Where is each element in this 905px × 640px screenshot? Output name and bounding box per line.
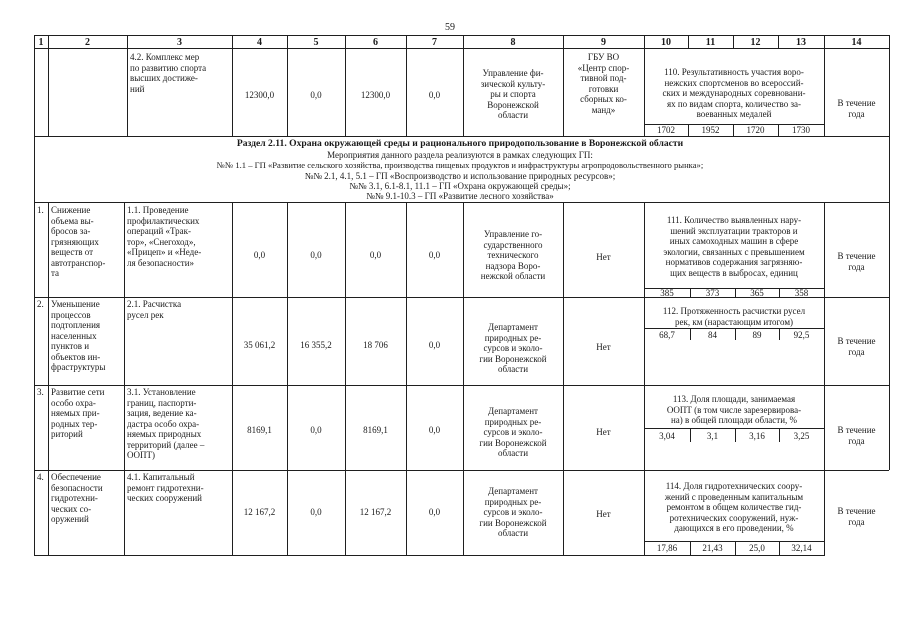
- column-header: 4: [257, 37, 262, 48]
- indicator-value: 1720: [746, 125, 765, 135]
- indicator-value: 3,25: [793, 431, 810, 441]
- measure-cell: 3.1. Установление границ, паспорти- зация, ведение ка- дастра особо охра- няемых природных территорий (далее – ООПТ): [127, 387, 205, 460]
- page-number: 59: [445, 22, 455, 33]
- indicator-cell: 111. Количество выявленных нару- шений эксплуатации тракторов и иных самоходных машин в сфере экологии, связанных с превышением нормативов содержания загрязняю- щих веществ в выбросах, единиц: [663, 215, 805, 278]
- measure-cell: 1.1. Проведение профилактических операций «Трак- тор», «Снегоход», «Прицеп» и «Неде- ля безопасности»: [127, 205, 202, 268]
- column-header: 5: [313, 37, 319, 48]
- participant-cell: Нет: [596, 427, 611, 437]
- executor-cell: Управление го- сударственного технического надзора Воро- нежской области: [480, 229, 546, 281]
- section-line: №№ 3.1, 6.1-8.1, 11.1 – ГП «Охрана окружающей среды»;: [349, 181, 571, 191]
- column-header: 7: [432, 37, 437, 48]
- executor-cell: Департамент природных ре- сурсов и эколо- гии Воронежской области: [479, 486, 547, 538]
- executor-cell: Управление фи- зической культу- ры и спорта Воронежской области: [480, 68, 546, 120]
- funding-other-cell: 0,0: [428, 250, 441, 260]
- indicator-value: 84: [708, 330, 717, 340]
- funding-federal-cell: 16 355,2: [300, 340, 332, 350]
- goal-cell: Уменьшение процессов подтопления населенных пунктов и объектов ин- фраструктуры: [51, 299, 106, 372]
- participant-cell: Нет: [596, 342, 611, 352]
- executor-cell: Департамент природных ре- сурсов и эколо- гии Воронежской области: [479, 406, 547, 458]
- column-header: 9: [601, 37, 606, 48]
- measure-cell: 4.2. Комплекс мер по развитию спорта высших достиже- ний: [130, 52, 207, 94]
- term-cell: В течение года: [837, 425, 876, 446]
- section-line: Мероприятия данного раздела реализуются в рамках следующих ГП:: [327, 150, 593, 160]
- column-header: 8: [510, 37, 516, 48]
- indicator-value: 373: [705, 288, 720, 298]
- indicator-cell: 113. Доля площади, занимаемая ООПТ (в том числе зарезервирова- на) в общей площади области, %: [666, 394, 802, 425]
- column-header: 6: [373, 37, 378, 48]
- column-header: 10: [661, 37, 671, 48]
- goal-cell: Обеспечение безопасности гидротехни- ческих со- оружений: [51, 472, 103, 524]
- funding-regional-cell: 8169,1: [363, 425, 388, 435]
- indicator-value: 365: [750, 288, 764, 298]
- measure-cell: 4.1. Капитальный ремонт гидротехни- ческих сооружений: [127, 472, 204, 503]
- term-cell: В течение года: [837, 336, 876, 357]
- indicator-value: 358: [794, 288, 809, 298]
- row-number: 4.: [37, 472, 44, 482]
- row-number: 1.: [37, 205, 44, 215]
- funding-federal-cell: 0,0: [310, 250, 322, 260]
- funding-federal-cell: 0,0: [310, 90, 322, 100]
- funding-total-cell: 35 061,2: [243, 340, 276, 350]
- funding-total-cell: 8169,1: [247, 425, 272, 435]
- indicator-value: 1702: [657, 125, 675, 135]
- executor-cell: Департамент природных ре- сурсов и эколо- гии Воронежской области: [479, 322, 547, 374]
- column-header: 3: [177, 37, 182, 48]
- indicator-value: 21,43: [702, 543, 723, 553]
- indicator-value: 1730: [792, 125, 810, 135]
- indicator-value: 17,86: [656, 543, 678, 553]
- funding-other-cell: 0,0: [428, 507, 441, 517]
- funding-other-cell: 0,0: [428, 90, 441, 100]
- indicator-cell: 114. Доля гидротехнических соору- жений с проведенным капитальным ремонтом в общем количестве гид- ротехнических сооружений, нуж- дающихся в его проведении, %: [664, 481, 804, 533]
- indicator-value: 68,7: [659, 330, 675, 340]
- column-header: 1: [38, 37, 44, 48]
- goal-cell: Развитие сети особо охра- няемых при- родных тер- риторий: [51, 387, 105, 439]
- column-header: 13: [796, 37, 806, 48]
- funding-total-cell: 12300,0: [244, 90, 275, 100]
- funding-other-cell: 0,0: [428, 340, 441, 350]
- funding-total-cell: 0,0: [253, 250, 266, 260]
- column-header: 2: [85, 37, 90, 48]
- indicator-value: 89: [752, 330, 762, 340]
- funding-federal-cell: 0,0: [310, 507, 322, 517]
- participant-cell: Нет: [596, 252, 611, 262]
- section-title: Раздел 2.11. Охрана окружающей среды и рационального природопользование в Воронежской области: [236, 138, 684, 149]
- indicator-cell: 112. Протяженность расчистки русел рек, км (нарастающим итогом): [662, 306, 806, 327]
- indicator-cell: 110. Результативность участия воро- нежских спортсменов во всероссий- ских и международных соревновани- ях по видам спорта, количество за- воеванных медалей: [662, 67, 806, 119]
- term-cell: В течение года: [837, 98, 876, 119]
- goal-cell: Снижение объема вы- бросов за- грязняющих веществ от автотранспор- та: [51, 205, 106, 278]
- indicator-value: 25,0: [749, 543, 765, 553]
- funding-total-cell: 12 167,2: [243, 507, 276, 517]
- funding-federal-cell: 0,0: [310, 425, 322, 435]
- indicator-value: 3,1: [706, 431, 719, 441]
- term-cell: В течение года: [837, 506, 876, 527]
- indicator-value: 1952: [701, 125, 720, 135]
- funding-regional-cell: 12 167,2: [359, 507, 392, 517]
- participant-cell: ГБУ ВО «Центр спор- тивной под- готовки сборных ко- манд»: [577, 52, 630, 115]
- funding-regional-cell: 0,0: [369, 250, 382, 260]
- column-header: 14: [851, 37, 862, 48]
- section-line: №№ 9.1-10.3 – ГП «Развитие лесного хозяйства»: [366, 191, 554, 201]
- section-line: №№ 1.1 – ГП «Развитие сельского хозяйства, производства пищевых продуктов и инфраструктуры агропродовольственного рынка»;: [216, 160, 704, 170]
- indicator-value: 3,04: [659, 431, 675, 441]
- funding-regional-cell: 18 706: [363, 340, 388, 350]
- indicator-value: 385: [660, 288, 674, 298]
- term-cell: В течение года: [837, 251, 876, 272]
- measure-cell: 2.1. Расчистка русел рек: [127, 299, 182, 320]
- indicator-value: 32,14: [791, 543, 812, 553]
- indicator-value: 92,5: [793, 330, 810, 340]
- section-line: №№ 2.1, 4.1, 5.1 – ГП «Воспроизводство и использование природных ресурсов»;: [304, 171, 616, 181]
- participant-cell: Нет: [596, 509, 611, 519]
- indicator-value: 3,16: [749, 431, 765, 441]
- row-number: 3.: [37, 387, 44, 397]
- row-number: 2.: [37, 299, 44, 309]
- funding-other-cell: 0,0: [428, 425, 441, 435]
- column-header: 12: [750, 37, 761, 48]
- funding-regional-cell: 12300,0: [360, 90, 391, 100]
- column-header: 11: [705, 37, 716, 48]
